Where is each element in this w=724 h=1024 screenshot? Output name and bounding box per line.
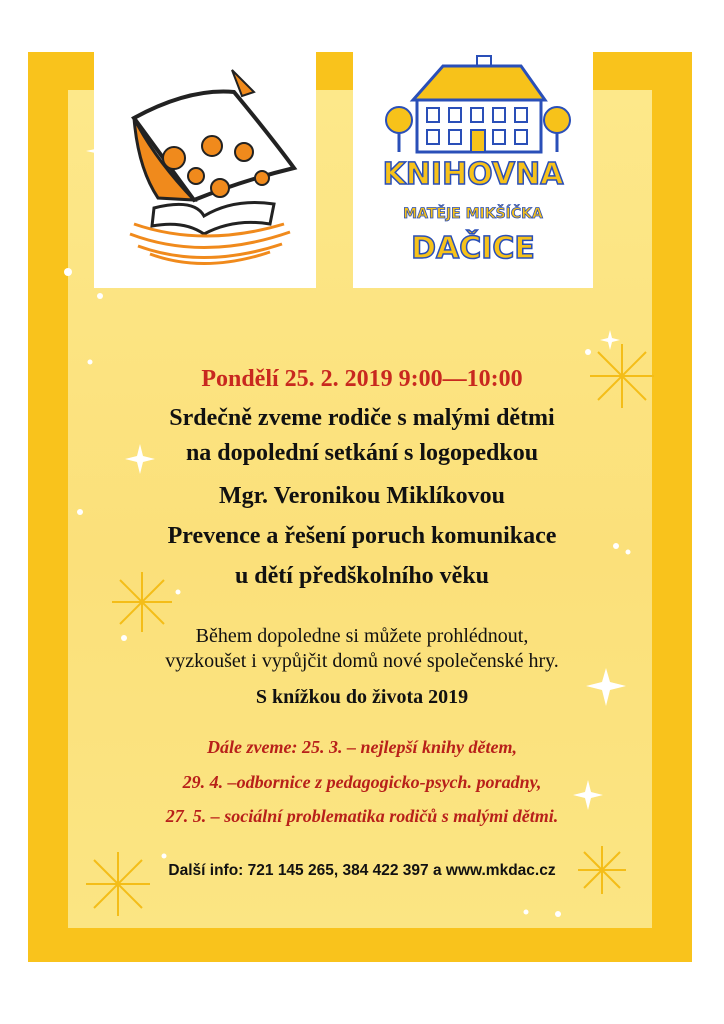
library-house-icon (353, 48, 593, 288)
event-date-time: Pondělí 25. 2. 2019 9:00—10:00 (201, 366, 523, 392)
book-house-nest-logo (94, 48, 316, 288)
games-line-1: Během dopoledne si můžete prohlédnout, (195, 625, 529, 647)
next-event-line-2: 29. 4. –odbornice z pedagogicko-psych. poradny, (182, 772, 542, 792)
program-motto: S knížkou do života 2019 (255, 686, 469, 708)
invitation-line-2: na dopolední setkání s logopedkou (185, 440, 539, 466)
invitation-line-1: Srdečně zveme rodiče s malými dětmi (169, 405, 555, 431)
lecturer-name: Mgr. Veronikou Miklíkovou (218, 483, 506, 509)
next-event-line-3: 27. 5. – sociální problematika rodičů s malými dětmi. (165, 806, 559, 826)
next-event-line-1: Dále zveme: 25. 3. – nejlepší knihy dětem, (207, 737, 517, 757)
games-line-2: vyzkoušet i vypůjčit domů nové společenské hry. (165, 650, 559, 672)
library-town-text: DAČICE (411, 231, 535, 266)
topic-line-1: Prevence a řešení poruch komunikace (167, 523, 557, 549)
book-house-nest-icon (94, 48, 316, 288)
contact-info: Další info: 721 145 265, 384 422 397 a www.mkdac.cz (168, 862, 556, 879)
library-name-text: KNIHOVNA (382, 157, 564, 192)
library-patron-text: MATĚJE MIKŠÍČKA (403, 206, 543, 222)
topic-line-2: u dětí předškolního věku (234, 563, 490, 589)
library-house-logo (353, 48, 593, 288)
